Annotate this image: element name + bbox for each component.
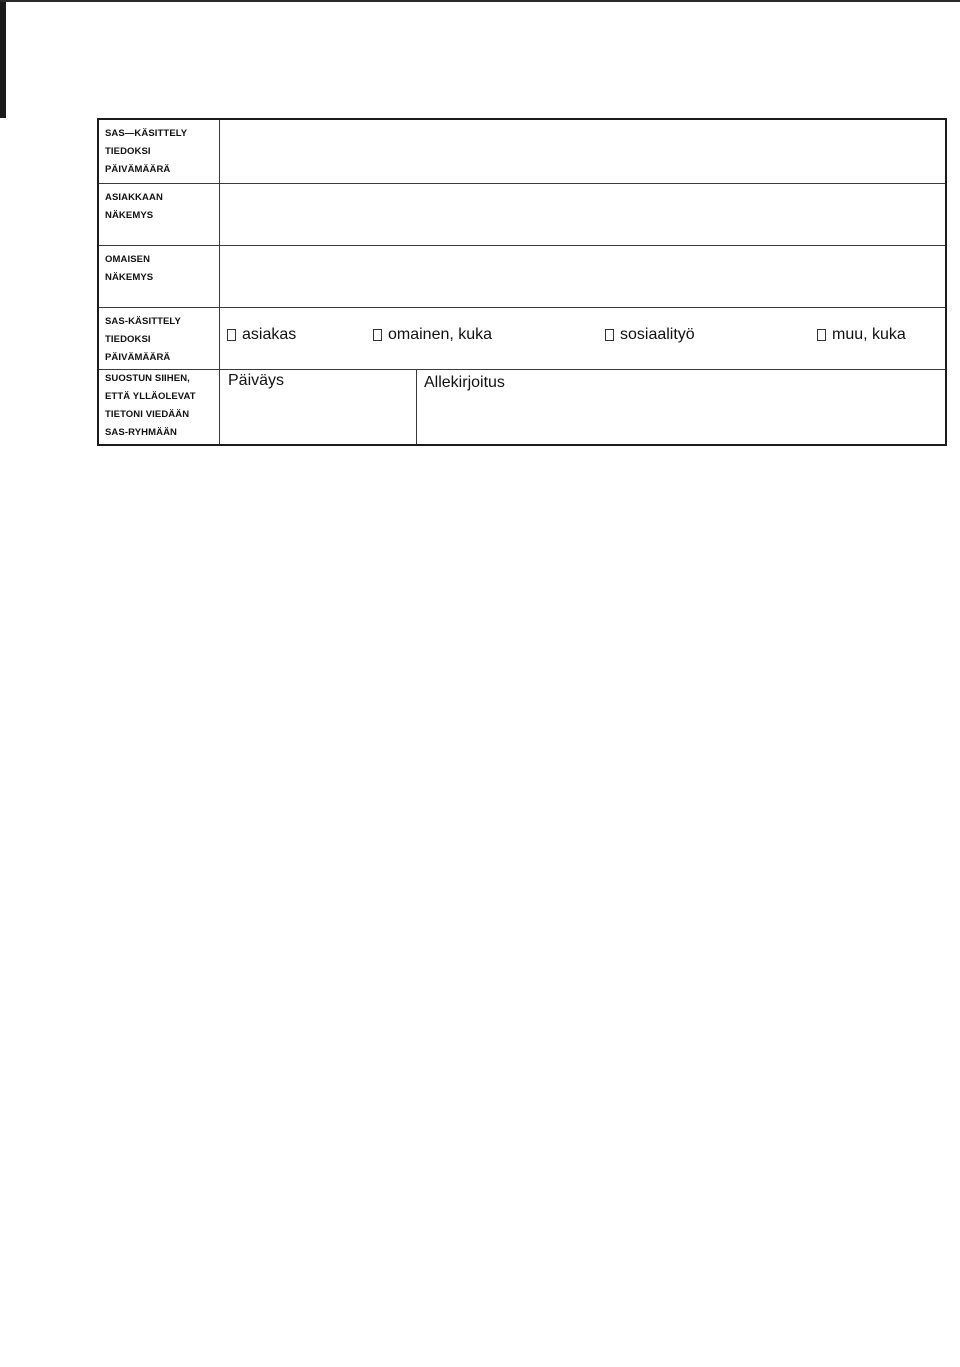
- row-label: [99, 184, 220, 245]
- label-line: OMAISEN: [105, 254, 151, 265]
- option-label: muu, kuka: [832, 326, 906, 343]
- checkbox-muu[interactable]: [817, 329, 826, 341]
- row-sas-kasittely-tiedoksi: [99, 120, 945, 183]
- option-asiakas[interactable]: [227, 326, 296, 344]
- row-omaisen-nakemys: [99, 245, 945, 307]
- row-asiakkaan-nakemys: [99, 183, 945, 245]
- label-line: TIETONI VIEDÄÄN: [105, 409, 190, 420]
- tiedoksi-options: [220, 308, 945, 369]
- sas-kasittely-date-field[interactable]: [220, 120, 945, 183]
- row-tiedoksi-options: [99, 307, 945, 369]
- option-label: omainen, kuka: [388, 326, 493, 343]
- label-line: NÄKEMYS: [105, 210, 154, 221]
- asiakkaan-nakemys-field[interactable]: [220, 184, 945, 245]
- suostumus-fields: [220, 370, 945, 444]
- label-line: TIEDOKSI: [105, 146, 151, 157]
- label-line: SAS-KÄSITTELY: [105, 316, 181, 327]
- date-label: Päiväys: [228, 372, 285, 389]
- option-label: asiakas: [242, 326, 297, 343]
- checkbox-omainen[interactable]: [373, 329, 382, 341]
- sas-form-table: [97, 118, 947, 446]
- omaisen-nakemys-field[interactable]: [220, 246, 945, 307]
- option-muu[interactable]: [817, 326, 906, 344]
- scan-edge-left: [0, 0, 6, 118]
- signature-label: Allekirjoitus: [424, 374, 505, 391]
- date-field[interactable]: [228, 372, 284, 390]
- label-line: ETTÄ YLLÄOLEVAT: [105, 391, 196, 402]
- row-label: [99, 120, 220, 183]
- label-line: PÄIVÄMÄÄRÄ: [105, 352, 171, 363]
- label-line: NÄKEMYS: [105, 272, 154, 283]
- label-line: SUOSTUN SIIHEN,: [105, 373, 190, 384]
- label-line: PÄIVÄMÄÄRÄ: [105, 164, 171, 175]
- label-line: TIEDOKSI: [105, 334, 151, 345]
- row-label: [99, 246, 220, 307]
- label-line: SAS—KÄSITTELY: [105, 128, 188, 139]
- checkbox-asiakas[interactable]: [227, 329, 236, 341]
- option-omainen[interactable]: [373, 326, 492, 344]
- option-sosiaalityo[interactable]: [605, 326, 695, 344]
- row-suostumus: [99, 369, 945, 444]
- label-line: SAS-RYHMÄÄN: [105, 427, 177, 438]
- label-line: ASIAKKAAN: [105, 192, 163, 203]
- row-label: [99, 370, 220, 444]
- scan-edge-top: [0, 0, 960, 2]
- checkbox-sosiaalityo[interactable]: [605, 329, 614, 341]
- row-label: [99, 308, 220, 369]
- option-label: sosiaalityö: [620, 326, 695, 343]
- signature-divider: [416, 370, 417, 444]
- signature-field[interactable]: [424, 374, 505, 392]
